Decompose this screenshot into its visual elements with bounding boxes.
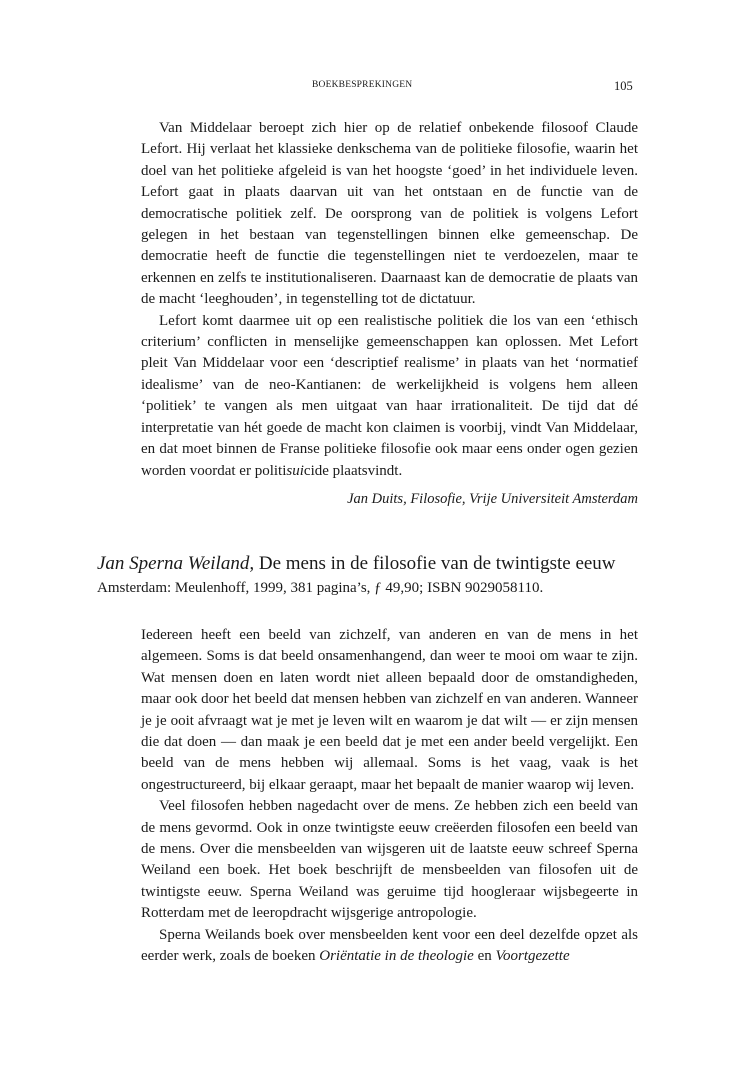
book-author: Jan Sperna Weiland, <box>97 553 255 574</box>
review1-paragraph-2-text: Lefort komt daarmee uit op een realistische politiek die los van een ‘ethisch criterium’ conflicten in menselijke gemeenschappen kan oplossen. Met Lefort pleit Van Middelaar voor een ‘descriptief realisme’ in plaats van het ‘normatief idealisme’ van de neo-Kantianen: de werkelijkheid is volgens hem alleen ‘politiek’ te vangen als men uitgaat van haar irrationaliteit. De tijd dat dé interpretatie van hét goede de macht kon claimen is voorbij, vindt Van Middelaar, en dat moet binnen de Franse politieke filosofie ook maar eens onder ogen gezien worden voordat er politi <box>141 312 638 479</box>
book-reference-2: Voortgezette <box>495 948 570 965</box>
review1-paragraph-2-tail: cide plaatsvindt. <box>303 462 403 479</box>
reviewer-signature: Jan Duits, Filosofie, Vrije Universiteit Amsterdam <box>347 491 638 507</box>
book-reference-1: Oriëntatie in de theologie <box>319 948 474 965</box>
running-head: BOEKBESPREKINGEN <box>312 80 413 90</box>
page-number: 105 <box>614 79 633 93</box>
publication-info: Amsterdam: Meulenhoff, 1999, 381 pagina’s, ƒ 49,90; ISBN 9029058110. <box>97 580 544 596</box>
review2-paragraph-1: Iedereen heeft een beeld van zichzelf, van anderen en van de mens in het algemeen. Soms is dat beeld onsamenhangend, dan weer te mooi om waar te zijn. Wat mensen doen en laten wordt niet alleen bepaald door de omstandigheden, maar ook door het beeld dat mensen hebben van zichzelf en van anderen. Wanneer je je ooit afvraagt wat je met je leven wilt en waarom je dat wilt — er zijn mensen die dat doen — dan maak je een beeld dat je met een ander beeld vergelijkt. Een beeld van de mens hebben wij allemaal. Soms is het vaag, vaak is het ongestructureerd, bij elkaar geraapt, maar het bepaalt de manier waarop wij leven. <box>141 627 638 793</box>
review2-paragraph-3-start: Sperna Weilands boek over mensbeelden kent voor een deel dezelfde opzet als eerder werk, zoals de boeken <box>141 926 638 965</box>
review2-heading <box>97 553 657 575</box>
review2-paragraph-3-mid: en <box>473 948 496 965</box>
review2-paragraph-3 <box>141 925 638 968</box>
review1-body <box>141 118 638 482</box>
review2-body <box>141 625 638 968</box>
review1-paragraph-2 <box>141 311 638 482</box>
review2-paragraph-2: Veel filosofen hebben nagedacht over de mens. Ze hebben zich een beeld van de mens gevormd. Ook in onze twintigste eeuw creëerden filosofen een beeld van de mens. Over die mensbeelden van wijsgeren uit de laatste eeuw schreef Sperna Weiland een boek. Het boek beschrijft de mensbeelden van filosofen uit de twintigste eeuw. Sperna Weiland was geruime tijd hoogleraar wijsbegeerte in Rotterdam met de leeropdracht wijsgerige antropologie. <box>141 798 638 922</box>
suicide-emphasis: sui <box>286 462 304 479</box>
book-title: De mens in de filosofie van de twintigste eeuw <box>254 553 616 574</box>
review1-paragraph-1: Van Middelaar beroept zich hier op de relatief onbekende filosoof Claude Lefort. Hij verlaat het klassieke denkschema van de politieke filosofie, waarin het doel van het politieke afgeleid is van het hoogste ‘goed’ in het individuele leven. Lefort gaat in plaats daarvan uit van het ontstaan en de functie van de democratische politiek zelf. De oorsprong van de politiek is volgens Lefort gelegen in het bestaan van tegenstellingen binnen elke gemeenschap. De democratie heeft de functie die tegenstellingen niet te verdoezelen, maar te erkennen en zelfs te institutionaliseren. Daarnaast kan de democratie de plaats van de macht ‘leeghouden’, in tegenstelling tot de dictatuur. <box>141 120 638 308</box>
